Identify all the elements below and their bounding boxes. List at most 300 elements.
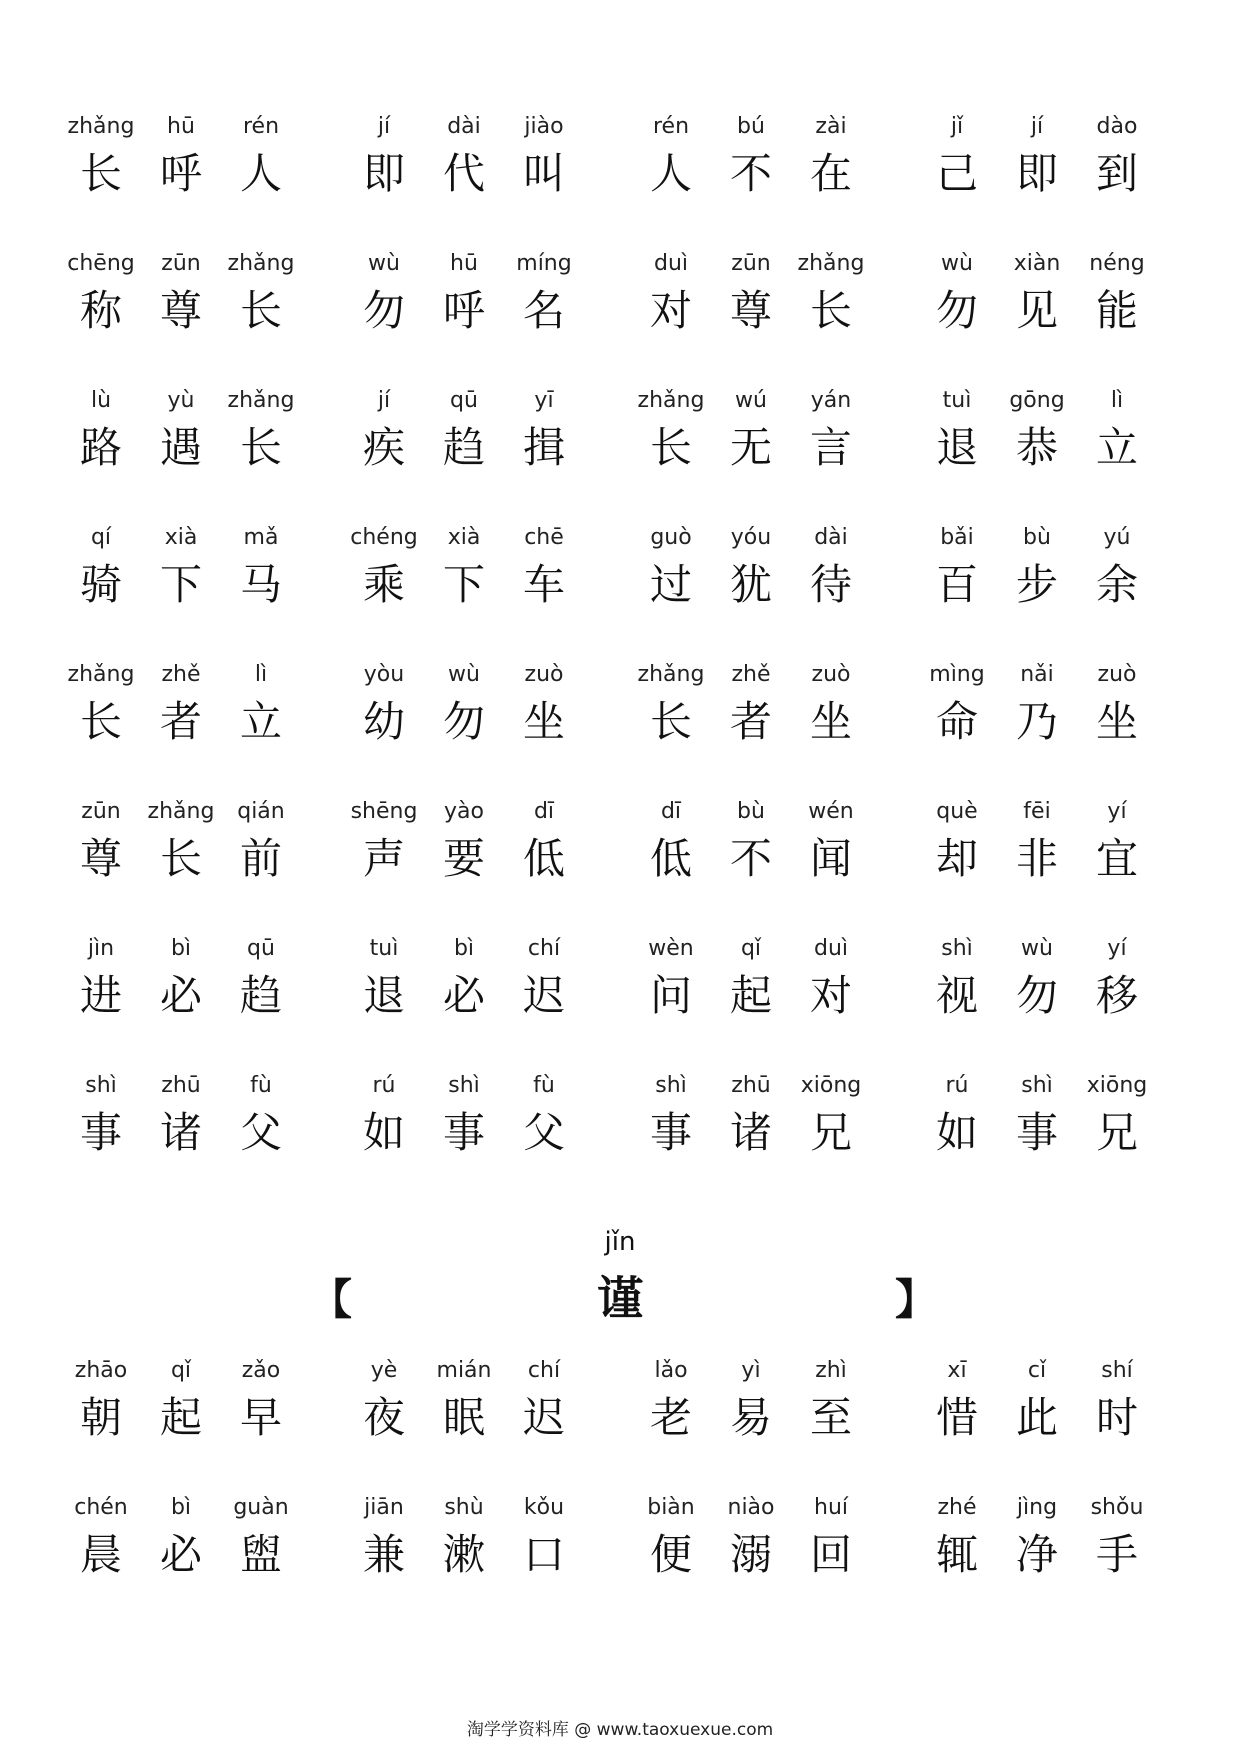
pinyin-label: dài: [814, 525, 848, 550]
hanzi-character: 坐: [809, 697, 852, 746]
pinyin-label: zhé: [937, 1495, 977, 1520]
character-cell: [343, 247, 425, 341]
title-bracket-right: 】: [895, 1275, 938, 1324]
character-cell: [423, 384, 505, 478]
phrase-group: [630, 658, 880, 795]
hanzi-character: 父: [522, 1108, 565, 1157]
character-cell: [423, 658, 505, 752]
hanzi-character: 揖: [522, 423, 565, 472]
character-cell: [710, 658, 792, 752]
hanzi-character: 长: [79, 149, 122, 198]
hanzi-character: 净: [1015, 1530, 1058, 1579]
character-cell: [916, 1354, 998, 1448]
hanzi-character: 晨: [79, 1530, 122, 1579]
hanzi-character: 如: [362, 1108, 405, 1157]
character-cell: [996, 521, 1078, 615]
pinyin-label: fēi: [1023, 799, 1051, 824]
phrase-group: [60, 1069, 310, 1206]
phrase-group: [343, 1491, 593, 1628]
character-cell: [1076, 795, 1158, 889]
hanzi-character: 车: [522, 560, 565, 609]
text-section-1: [0, 110, 1240, 1206]
hanzi-character: 口: [522, 1530, 565, 1579]
character-cell: [916, 1069, 998, 1163]
pinyin-label: tuì: [942, 388, 972, 413]
character-cell: [630, 1354, 712, 1448]
pinyin-label: dī: [533, 799, 555, 824]
character-cell: [790, 795, 872, 889]
character-cell: [996, 1354, 1078, 1448]
hanzi-character: 视: [935, 971, 978, 1020]
hanzi-character: 人: [649, 149, 692, 198]
hanzi-character: 迟: [522, 1393, 565, 1442]
hanzi-character: 事: [79, 1108, 122, 1157]
hanzi-character: 者: [729, 697, 772, 746]
character-cell: [630, 658, 712, 752]
character-cell: [220, 795, 302, 889]
pinyin-label: zhǎng: [227, 388, 295, 413]
pinyin-label: qǐ: [740, 936, 762, 961]
character-cell: [343, 795, 425, 889]
hanzi-character: 叫: [522, 149, 565, 198]
pinyin-label: xī: [947, 1358, 967, 1383]
character-cell: [343, 1491, 425, 1585]
phrase-group: [343, 384, 593, 521]
hanzi-character: 不: [729, 834, 772, 883]
character-cell: [220, 658, 302, 752]
pinyin-label: zài: [815, 114, 847, 139]
hanzi-character: 犹: [729, 560, 772, 609]
pinyin-label: néng: [1089, 251, 1145, 276]
pinyin-label: wù: [1021, 936, 1053, 961]
hanzi-character: 闻: [809, 834, 852, 883]
character-cell: [996, 932, 1078, 1026]
phrase-group: [343, 658, 593, 795]
pinyin-label: zhāo: [74, 1358, 128, 1383]
character-cell: [140, 110, 222, 204]
character-cell: [630, 932, 712, 1026]
pinyin-label: zhǎng: [67, 114, 135, 139]
hanzi-character: 却: [935, 834, 978, 883]
character-cell: [60, 521, 142, 615]
phrase-group: [916, 795, 1166, 932]
pinyin-label: hū: [167, 114, 195, 139]
phrase-group: [916, 110, 1166, 247]
pinyin-label: zhě: [731, 662, 771, 687]
hanzi-character: 下: [442, 560, 485, 609]
pinyin-label: jìn: [87, 936, 115, 961]
character-cell: [220, 247, 302, 341]
character-cell: [140, 521, 222, 615]
pinyin-label: wù: [368, 251, 400, 276]
hanzi-character: 长: [649, 423, 692, 472]
character-cell: [503, 1069, 585, 1163]
pinyin-label: chē: [524, 525, 564, 550]
pinyin-label: mìng: [929, 662, 985, 687]
phrase-group: [630, 521, 880, 658]
character-cell: [423, 795, 505, 889]
pinyin-label: kǒu: [523, 1495, 565, 1520]
title-bracket-left: 【: [310, 1275, 353, 1324]
hanzi-character: 便: [649, 1530, 692, 1579]
pinyin-label: jiān: [364, 1495, 404, 1520]
phrase-group: [916, 521, 1166, 658]
hanzi-character: 此: [1015, 1393, 1058, 1442]
hanzi-character: 者: [159, 697, 202, 746]
hanzi-character: 疾: [362, 423, 405, 472]
character-cell: [710, 521, 792, 615]
pinyin-label: wèn: [648, 936, 694, 961]
pinyin-label: bú: [737, 114, 765, 139]
pinyin-label: shù: [444, 1495, 484, 1520]
character-cell: [140, 1354, 222, 1448]
verse-row: [0, 932, 1240, 1069]
phrase-group: [343, 521, 593, 658]
pinyin-label: yú: [1103, 525, 1131, 550]
character-cell: [423, 1354, 505, 1448]
pinyin-label: rú: [372, 1073, 396, 1098]
character-cell: [1076, 110, 1158, 204]
hanzi-character: 老: [649, 1393, 692, 1442]
hanzi-character: 不: [729, 149, 772, 198]
character-cell: [343, 1354, 425, 1448]
pinyin-label: xiōng: [1086, 1073, 1148, 1098]
hanzi-character: 移: [1095, 971, 1138, 1020]
hanzi-character: 声: [362, 834, 405, 883]
pinyin-label: zūn: [161, 251, 201, 276]
character-cell: [630, 521, 712, 615]
pinyin-label: lì: [1110, 388, 1124, 413]
phrase-group: [343, 110, 593, 247]
pinyin-label: lù: [90, 388, 112, 413]
pinyin-label: rén: [652, 114, 690, 139]
pinyin-label: duì: [813, 936, 849, 961]
phrase-group: [630, 1354, 880, 1491]
pinyin-label: jiào: [524, 114, 564, 139]
pinyin-label: qū: [247, 936, 275, 961]
pinyin-label: wù: [941, 251, 973, 276]
hanzi-character: 长: [649, 697, 692, 746]
pinyin-label: guò: [650, 525, 692, 550]
phrase-group: [630, 110, 880, 247]
pinyin-label: huí: [814, 1495, 848, 1520]
pinyin-label: chéng: [350, 525, 418, 550]
text-section-2: [0, 1354, 1240, 1628]
character-cell: [503, 384, 585, 478]
hanzi-character: 在: [809, 149, 852, 198]
pinyin-label: wén: [808, 799, 854, 824]
pinyin-label: shǒu: [1090, 1495, 1144, 1520]
pinyin-label: jí: [377, 388, 391, 413]
phrase-group: [60, 384, 310, 521]
hanzi-character: 必: [442, 971, 485, 1020]
verse-row: [0, 1354, 1240, 1491]
hanzi-character: 余: [1095, 560, 1138, 609]
character-cell: [220, 1354, 302, 1448]
pinyin-label: dài: [447, 114, 481, 139]
hanzi-character: 必: [159, 1530, 202, 1579]
verse-row: [0, 521, 1240, 658]
pinyin-label: fù: [533, 1073, 555, 1098]
hanzi-character: 朝: [79, 1393, 122, 1442]
character-cell: [996, 658, 1078, 752]
pinyin-label: lǎo: [654, 1358, 688, 1383]
character-cell: [343, 658, 425, 752]
pinyin-label: wú: [735, 388, 767, 413]
pinyin-label: jí: [1030, 114, 1044, 139]
character-cell: [710, 384, 792, 478]
hanzi-character: 代: [442, 149, 485, 198]
pinyin-label: zuò: [811, 662, 851, 687]
pinyin-label: mián: [436, 1358, 492, 1383]
character-cell: [710, 110, 792, 204]
character-cell: [423, 247, 505, 341]
character-cell: [140, 1491, 222, 1585]
hanzi-character: 宜: [1095, 834, 1138, 883]
verse-row: [0, 384, 1240, 521]
pinyin-label: biàn: [647, 1495, 695, 1520]
pinyin-label: bù: [1023, 525, 1051, 550]
verse-row: [0, 1491, 1240, 1628]
character-cell: [423, 1069, 505, 1163]
character-cell: [220, 932, 302, 1026]
hanzi-character: 眠: [442, 1393, 485, 1442]
character-cell: [60, 795, 142, 889]
hanzi-character: 问: [649, 971, 692, 1020]
hanzi-character: 诸: [159, 1108, 202, 1157]
hanzi-character: 兄: [1095, 1108, 1138, 1157]
title-character: 谨: [597, 1271, 643, 1325]
character-cell: [60, 1069, 142, 1163]
hanzi-character: 事: [1015, 1108, 1058, 1157]
pinyin-label: xià: [447, 525, 481, 550]
hanzi-character: 漱: [442, 1530, 485, 1579]
character-cell: [343, 932, 425, 1026]
character-cell: [916, 110, 998, 204]
pinyin-label: zūn: [731, 251, 771, 276]
phrase-group: [343, 1354, 593, 1491]
pinyin-label: yóu: [730, 525, 772, 550]
character-cell: [710, 932, 792, 1026]
pinyin-label: zhě: [161, 662, 201, 687]
hanzi-character: 路: [79, 423, 122, 472]
hanzi-character: 称: [79, 286, 122, 335]
character-cell: [996, 384, 1078, 478]
hanzi-character: 夜: [362, 1393, 405, 1442]
pinyin-label: jìng: [1016, 1495, 1058, 1520]
phrase-group: [916, 384, 1166, 521]
pinyin-label: yī: [534, 388, 554, 413]
pinyin-label: zhǎng: [147, 799, 215, 824]
phrase-group: [60, 1491, 310, 1628]
character-cell: [60, 658, 142, 752]
character-cell: [60, 110, 142, 204]
character-cell: [503, 795, 585, 889]
hanzi-character: 长: [239, 423, 282, 472]
pinyin-label: míng: [516, 251, 572, 276]
character-cell: [1076, 1491, 1158, 1585]
pinyin-label: yè: [370, 1358, 398, 1383]
character-cell: [790, 384, 872, 478]
pinyin-label: zhǎng: [637, 388, 705, 413]
pinyin-label: shì: [655, 1073, 687, 1098]
phrase-group: [343, 932, 593, 1069]
phrase-group: [630, 247, 880, 384]
hanzi-character: 呼: [442, 286, 485, 335]
pinyin-label: qǐ: [170, 1358, 192, 1383]
character-cell: [423, 110, 505, 204]
character-cell: [1076, 1354, 1158, 1448]
hanzi-character: 勿: [935, 286, 978, 335]
pinyin-label: zhǎng: [797, 251, 865, 276]
hanzi-character: 长: [809, 286, 852, 335]
pinyin-label: chí: [527, 936, 561, 961]
pinyin-label: jǐ: [950, 114, 964, 139]
phrase-group: [343, 795, 593, 932]
pinyin-label: chēng: [67, 251, 135, 276]
pinyin-label: gōng: [1009, 388, 1065, 413]
character-cell: [996, 1069, 1078, 1163]
pinyin-label: guàn: [233, 1495, 289, 1520]
pinyin-label: zuò: [524, 662, 564, 687]
character-cell: [220, 521, 302, 615]
character-cell: [630, 1491, 712, 1585]
phrase-group: [916, 658, 1166, 795]
character-cell: [790, 658, 872, 752]
section-title: [0, 1222, 1240, 1342]
character-cell: [996, 110, 1078, 204]
hanzi-character: 退: [362, 971, 405, 1020]
phrase-group: [916, 932, 1166, 1069]
phrase-group: [630, 1069, 880, 1206]
character-cell: [710, 1491, 792, 1585]
phrase-group: [60, 521, 310, 658]
character-cell: [220, 110, 302, 204]
hanzi-character: 事: [442, 1108, 485, 1157]
pinyin-label: shí: [1101, 1358, 1133, 1383]
hanzi-character: 坐: [1095, 697, 1138, 746]
hanzi-character: 事: [649, 1108, 692, 1157]
character-cell: [790, 1354, 872, 1448]
pinyin-label: chí: [527, 1358, 561, 1383]
hanzi-character: 低: [649, 834, 692, 883]
pinyin-label: bì: [453, 936, 475, 961]
character-cell: [343, 1069, 425, 1163]
hanzi-character: 至: [809, 1393, 852, 1442]
character-cell: [630, 247, 712, 341]
pinyin-label: yì: [741, 1358, 761, 1383]
character-cell: [1076, 384, 1158, 478]
hanzi-character: 对: [809, 971, 852, 1020]
phrase-group: [60, 1354, 310, 1491]
pinyin-label: bì: [170, 1495, 192, 1520]
character-cell: [140, 1069, 222, 1163]
character-cell: [790, 1491, 872, 1585]
character-cell: [630, 384, 712, 478]
character-cell: [503, 932, 585, 1026]
hanzi-character: 兼: [362, 1530, 405, 1579]
pinyin-label: zuò: [1097, 662, 1137, 687]
pinyin-label: qū: [450, 388, 478, 413]
character-cell: [220, 1491, 302, 1585]
hanzi-character: 恭: [1015, 423, 1058, 472]
hanzi-character: 无: [729, 423, 772, 472]
character-cell: [60, 247, 142, 341]
pinyin-label: xiàn: [1013, 251, 1061, 276]
hanzi-character: 趋: [442, 423, 485, 472]
hanzi-character: 易: [729, 1393, 772, 1442]
phrase-group: [60, 247, 310, 384]
hanzi-character: 己: [935, 149, 978, 198]
hanzi-character: 必: [159, 971, 202, 1020]
pinyin-label: niào: [727, 1495, 775, 1520]
pinyin-label: zhǎng: [637, 662, 705, 687]
hanzi-character: 惜: [935, 1393, 978, 1442]
pinyin-label: cǐ: [1027, 1358, 1047, 1383]
hanzi-character: 待: [809, 560, 852, 609]
character-cell: [503, 1354, 585, 1448]
hanzi-character: 马: [239, 560, 282, 609]
pinyin-label: dào: [1096, 114, 1138, 139]
pinyin-label: zhū: [161, 1073, 201, 1098]
character-cell: [503, 110, 585, 204]
hanzi-character: 手: [1095, 1530, 1138, 1579]
hanzi-character: 言: [809, 423, 852, 472]
hanzi-character: 坐: [522, 697, 565, 746]
verse-row: [0, 658, 1240, 795]
character-cell: [60, 384, 142, 478]
pinyin-label: fù: [250, 1073, 272, 1098]
pinyin-label: zǎo: [241, 1358, 281, 1383]
hanzi-character: 百: [935, 560, 978, 609]
hanzi-character: 迟: [522, 971, 565, 1020]
hanzi-character: 起: [729, 971, 772, 1020]
character-cell: [140, 247, 222, 341]
pinyin-label: wù: [448, 662, 480, 687]
character-cell: [710, 1069, 792, 1163]
character-cell: [996, 247, 1078, 341]
pinyin-label: yí: [1107, 936, 1127, 961]
hanzi-character: 尊: [729, 286, 772, 335]
hanzi-character: 进: [79, 971, 122, 1020]
pinyin-label: tuì: [369, 936, 399, 961]
pinyin-label: yào: [444, 799, 484, 824]
character-cell: [790, 1069, 872, 1163]
character-cell: [916, 247, 998, 341]
hanzi-character: 勿: [442, 697, 485, 746]
character-cell: [503, 247, 585, 341]
phrase-group: [916, 247, 1166, 384]
pinyin-label: rén: [242, 114, 280, 139]
hanzi-character: 起: [159, 1393, 202, 1442]
character-cell: [916, 1491, 998, 1585]
pinyin-label: mǎ: [243, 525, 279, 550]
character-cell: [916, 932, 998, 1026]
hanzi-character: 低: [522, 834, 565, 883]
pinyin-label: shì: [85, 1073, 117, 1098]
character-cell: [343, 384, 425, 478]
hanzi-character: 长: [239, 286, 282, 335]
phrase-group: [343, 1069, 593, 1206]
character-cell: [710, 247, 792, 341]
pinyin-label: yí: [1107, 799, 1127, 824]
pinyin-label: zhǎng: [227, 251, 295, 276]
pinyin-label: chén: [74, 1495, 128, 1520]
hanzi-character: 立: [239, 697, 282, 746]
character-cell: [916, 384, 998, 478]
pinyin-label: duì: [653, 251, 689, 276]
character-cell: [140, 658, 222, 752]
